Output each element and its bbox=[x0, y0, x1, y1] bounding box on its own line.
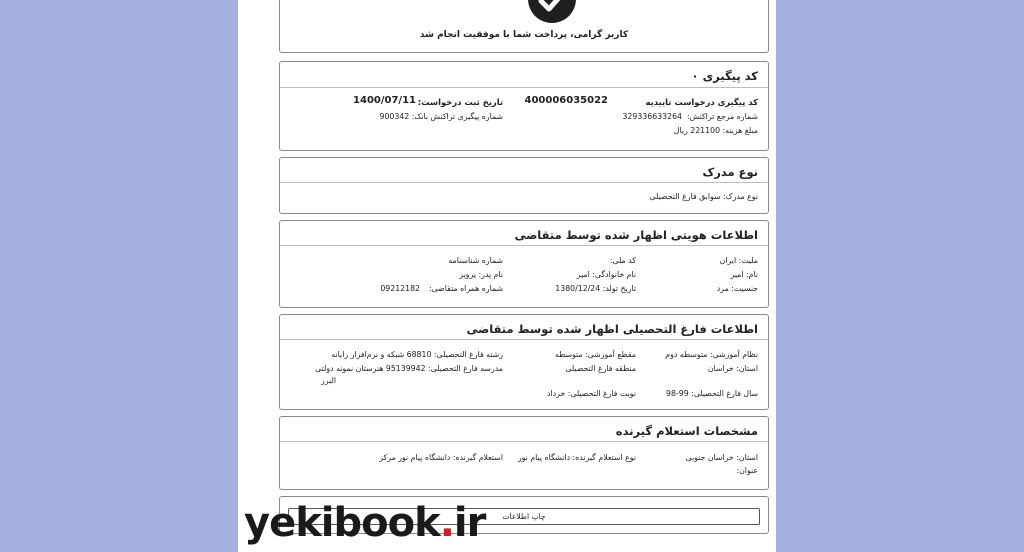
edu-field: رشته فارغ التحصیلی: 68810 شبکه و نرم‌افزار رایانه bbox=[331, 350, 503, 359]
edu-region: منطقه فارغ التحصیلی bbox=[565, 364, 636, 373]
identity-title: اطلاعات هویتی اظهار شده توسط متقاضی bbox=[514, 228, 758, 242]
inquirer-card bbox=[279, 416, 769, 490]
confirm-value: 400006035022 bbox=[524, 95, 608, 106]
watermark-logo bbox=[244, 500, 485, 546]
bank-track: شماره پیگیری تراکنش بانک: 900342 bbox=[379, 112, 503, 121]
register-date: 1400/07/11 bbox=[353, 95, 416, 106]
ref-label: شماره مرجع تراکنش: bbox=[687, 112, 758, 121]
identity-card bbox=[279, 220, 769, 308]
nationality: ملیت: ایران bbox=[719, 256, 758, 265]
success-check-icon bbox=[528, 0, 576, 23]
edu-school-line2: البرز bbox=[321, 376, 336, 385]
inquirer-address: عنوان: bbox=[736, 466, 758, 475]
education-card bbox=[279, 314, 769, 410]
doc-type-value: نوع مدرک: سوابق فارغ التحصیلی bbox=[649, 192, 758, 201]
edu-school-line1: مدرسه فارغ التحصیلی: 95139942 هنرستان نمونه دولتی bbox=[315, 364, 503, 373]
gender: جنسیت: مرد bbox=[716, 284, 758, 293]
education-title: اطلاعات فارغ التحصیلی اظهار شده توسط متقاضی bbox=[466, 322, 758, 336]
success-card bbox=[279, 0, 769, 53]
print-button-label: چاپ اطلاعات bbox=[502, 512, 546, 521]
inquirer-province: استان: خراسان جنوبی bbox=[685, 453, 758, 462]
mobile-label: شماره همراه متقاضی: bbox=[429, 284, 503, 293]
edu-grad-year: سال فارغ التحصیلی: 99-98 bbox=[666, 389, 758, 398]
confirm-label: کد پیگیری درخواست تاییدیه bbox=[645, 97, 758, 107]
tracking-title: کد پیگیری ۰ bbox=[691, 69, 758, 83]
birth-date: تاریخ تولد: 1380/12/24 bbox=[555, 284, 636, 293]
inquirer-type: نوع استعلام گیرنده: دانشگاه پیام نور bbox=[517, 453, 636, 462]
watermark-brand: yekibook bbox=[244, 500, 440, 546]
success-message: کاربر گرامی، پرداخت شما با موفقیت انجام شد bbox=[419, 30, 629, 40]
edu-grad-turn: نوبت فارغ التحصیلی: خرداد bbox=[547, 389, 636, 398]
ref-value: 329336633264 bbox=[622, 112, 682, 121]
first-name: نام: امیر bbox=[730, 270, 758, 279]
document-page bbox=[238, 0, 776, 552]
watermark-tld: ir bbox=[453, 500, 486, 546]
edu-level: مقطع آموزشی: متوسطه bbox=[554, 350, 636, 359]
inquirer-name: استعلام گیرنده: دانشگاه پیام نور مرکز bbox=[379, 453, 503, 462]
watermark-dot: . bbox=[439, 500, 454, 546]
id-number: شماره شناسنامه bbox=[448, 256, 503, 265]
inquirer-title: مشخصات استعلام گیرنده bbox=[615, 424, 758, 438]
register-date-label: تاریخ ثبت درخواست: bbox=[417, 97, 503, 107]
father-name: نام پدر: پرویز bbox=[459, 270, 503, 279]
doc-type-title: نوع مدرک bbox=[702, 165, 758, 179]
edu-province: استان: خراسان bbox=[707, 364, 758, 373]
doc-type-card bbox=[279, 157, 769, 214]
mobile-value: 09212182 bbox=[380, 284, 420, 293]
fee: مبلغ هزینه: 221100 ریال bbox=[673, 126, 758, 135]
last-name: نام خانوادگی: امیر bbox=[576, 270, 636, 279]
national-code: کد ملی: bbox=[609, 256, 636, 265]
edu-system: نظام آموزشی: متوسطه دوم bbox=[665, 350, 758, 359]
tracking-card bbox=[279, 61, 769, 151]
